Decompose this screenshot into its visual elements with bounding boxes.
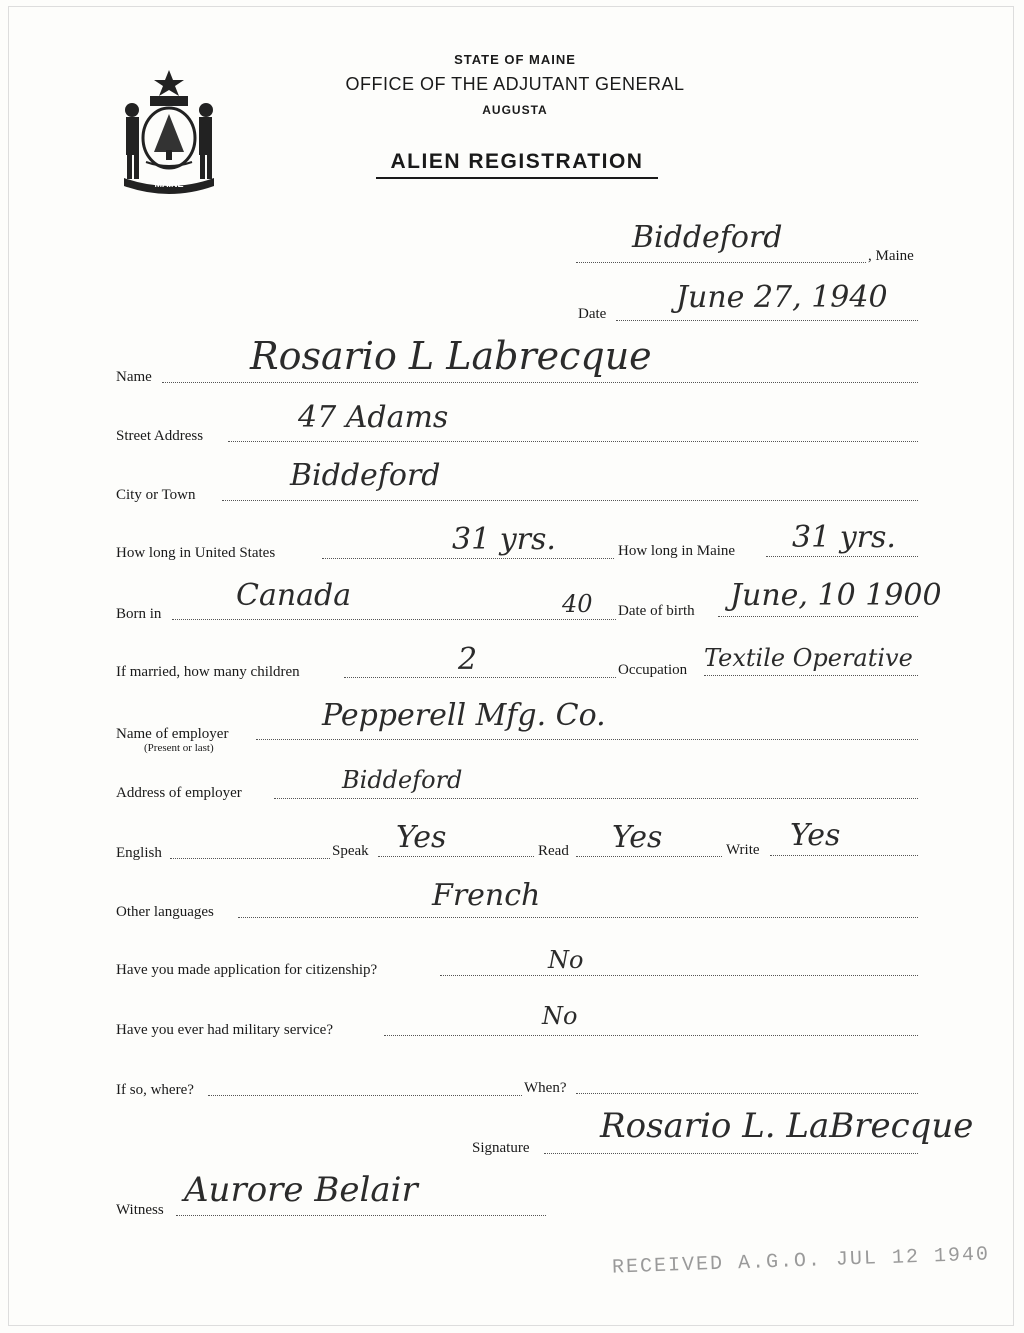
us-years-label: How long in United States [116, 545, 276, 561]
dob-value: June, 10 1900 [730, 578, 942, 613]
date-value: June 27, 1940 [676, 280, 888, 315]
speak-label: Speak [332, 843, 369, 859]
dob-label: Date of birth [618, 603, 695, 619]
occupation-value: Textile Operative [704, 644, 913, 672]
employer-label: Name of employer [116, 726, 229, 742]
employer-address-value: Biddeford [342, 766, 463, 794]
where-line [208, 1095, 522, 1096]
signature-label: Signature [472, 1140, 530, 1156]
date-line [616, 320, 918, 321]
city-line [222, 500, 918, 501]
write-value: Yes [790, 818, 841, 853]
write-label: Write [726, 842, 760, 858]
us-years-value: 31 yrs. [452, 522, 556, 557]
citizenship-value: No [548, 946, 584, 974]
children-value: 2 [458, 642, 478, 677]
street-value: 47 Adams [298, 400, 449, 435]
read-line [576, 856, 722, 857]
write-line [770, 855, 918, 856]
date-label: Date [578, 306, 607, 322]
employer-line [256, 739, 918, 740]
dob-line [718, 616, 918, 617]
witness-label: Witness [116, 1202, 164, 1218]
name-line [162, 382, 918, 383]
military-value: No [542, 1002, 578, 1030]
when-line [576, 1093, 918, 1094]
children-label: If married, how many children [116, 664, 300, 680]
city-heading: AUGUSTA [482, 103, 548, 117]
signature-line [544, 1153, 918, 1154]
occupation-line [704, 675, 918, 676]
state-heading: STATE OF MAINE [454, 52, 576, 67]
street-label: Street Address [116, 428, 204, 444]
born-label: Born in [116, 606, 162, 622]
street-line [228, 441, 918, 442]
form-title: ALIEN REGISTRATION [376, 150, 658, 179]
other-languages-line [238, 917, 918, 918]
maine-years-label: How long in Maine [618, 543, 736, 559]
place-line [576, 262, 866, 263]
witness-value: Aurore Belair [184, 1170, 418, 1210]
speak-line [378, 856, 534, 857]
place-value: Biddeford [632, 220, 783, 255]
maine-years-line [766, 556, 918, 557]
place-suffix: , Maine [868, 248, 914, 264]
speak-value: Yes [396, 820, 447, 855]
english-label: English [116, 845, 162, 861]
city-value: Biddeford [290, 458, 441, 493]
military-line [384, 1035, 918, 1036]
maine-years-value: 31 yrs. [792, 520, 896, 555]
born-line [172, 619, 616, 620]
maine-seal-icon [114, 66, 224, 194]
employer-value: Pepperell Mfg. Co. [322, 698, 606, 733]
citizenship-label: Have you made application for citizenship? [116, 962, 378, 978]
received-stamp: RECEIVED A.G.O. JUL 12 1940 [611, 1243, 991, 1280]
office-heading: OFFICE OF THE ADJUTANT GENERAL [345, 74, 685, 94]
employer-sublabel: (Present or last) [144, 742, 214, 754]
other-languages-label: Other languages [116, 904, 214, 920]
read-value: Yes [612, 820, 663, 855]
children-line [344, 677, 616, 678]
military-label: Have you ever had military service? [116, 1022, 333, 1038]
witness-line [176, 1215, 546, 1216]
read-label: Read [538, 843, 569, 859]
us-years-line [322, 558, 614, 559]
employer-address-label: Address of employer [116, 785, 242, 801]
name-value: Rosario L Labrecque [250, 334, 652, 378]
when-label: When? [524, 1080, 567, 1096]
occupation-label: Occupation [618, 662, 688, 678]
citizenship-line [440, 975, 918, 976]
other-languages-value: French [432, 878, 541, 913]
age-value: 40 [562, 590, 593, 618]
where-label: If so, where? [116, 1082, 194, 1098]
born-value: Canada [236, 578, 352, 613]
signature-value: Rosario L. LaBrecque [600, 1106, 974, 1146]
city-label: City or Town [116, 487, 196, 503]
employer-address-line [274, 798, 918, 799]
english-line [170, 858, 330, 859]
name-label: Name [116, 369, 152, 385]
seal-lettering: MAINE [154, 179, 184, 189]
